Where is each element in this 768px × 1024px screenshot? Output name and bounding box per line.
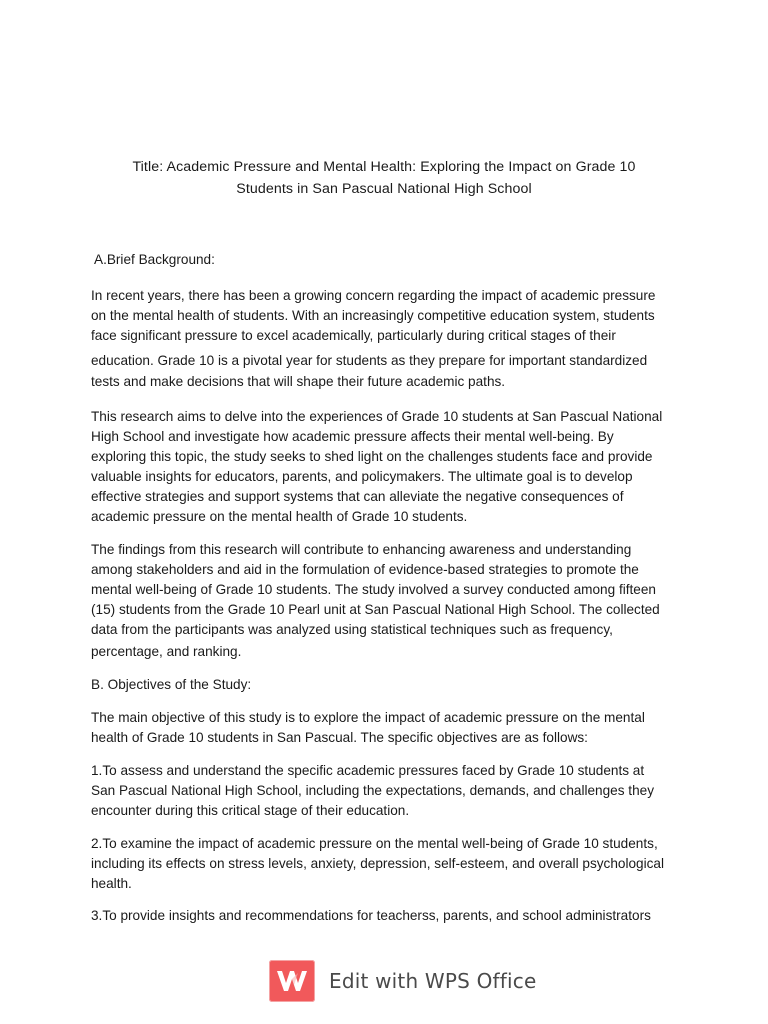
wps-footer-banner[interactable] <box>269 960 536 1002</box>
objective-2 <box>91 834 681 894</box>
paragraph-line: mental well-being of Grade 10 students. The study involved a survey conducted among fifteen <box>91 582 656 597</box>
wps-w-glyph-icon <box>275 968 309 994</box>
paragraph-line: valuable insights for educators, parents, and policymakers. The ultimate goal is to develop <box>91 469 633 484</box>
paragraph-line: exploring this topic, the study seeks to shed light on the challenges students face and provide <box>91 449 653 464</box>
paragraph-line: including its effects on stress levels, anxiety, depression, self-esteem, and overall psychological <box>91 856 664 871</box>
title-line-1: Title: Academic Pressure and Mental Health: Exploring the Impact on Grade 10 <box>132 159 636 175</box>
background-paragraph-3 <box>91 540 681 662</box>
title-line-2: Students in San Pascual National High School <box>236 181 532 197</box>
paragraph-line: 3.To provide insights and recommendations for teacherss, parents, and school administrators <box>91 908 651 923</box>
paragraph-line: percentage, and ranking. <box>91 644 242 659</box>
paragraph-line: academic pressure on the mental health of Grade 10 students. <box>91 509 468 524</box>
section-b-heading: B. Objectives of the Study: <box>91 677 252 692</box>
paragraph-line: education. Grade 10 is a pivotal year for students as they prepare for important standardized <box>91 353 648 368</box>
section-a-heading: A.Brief Background: <box>94 252 215 267</box>
objectives-intro <box>91 708 681 748</box>
paragraph-line: (15) students from the Grade 10 Pearl unit at San Pascual National High School. The collected <box>91 602 660 617</box>
paragraph-line: health. <box>91 876 132 891</box>
paragraph-line: In recent years, there has been a growing concern regarding the impact of academic pressure <box>91 288 656 303</box>
paragraph-line: face significant pressure to excel academically, particularly during critical stages of their <box>91 328 616 343</box>
paragraph-line: High School and investigate how academic pressure affects their mental well-being. By <box>91 429 614 444</box>
paragraph-line: effective strategies and support systems that can alleviate the negative consequences of <box>91 489 624 504</box>
paragraph-line: The main objective of this study is to explore the impact of academic pressure on the mental <box>91 710 645 725</box>
paragraph-line: 2.To examine the impact of academic pressure on the mental well-being of Grade 10 students, <box>91 836 658 851</box>
objective-1 <box>91 761 681 821</box>
objective-3 <box>91 906 681 926</box>
document-title <box>90 156 678 200</box>
paragraph-line: data from the participants was analyzed using statistical techniques such as frequency, <box>91 622 613 637</box>
wps-office-logo-icon[interactable] <box>269 960 315 1002</box>
paragraph-line: This research aims to delve into the experiences of Grade 10 students at San Pascual National <box>91 409 663 424</box>
paragraph-line: encounter during this critical stage of their education. <box>91 803 410 818</box>
paragraph-line: 1.To assess and understand the specific academic pressures faced by Grade 10 students at <box>91 763 645 778</box>
paragraph-line: tests and make decisions that will shape their future academic paths. <box>91 374 506 389</box>
paragraph-line: health of Grade 10 students in San Pascual. The specific objectives are as follows: <box>91 730 588 745</box>
paragraph-line: on the mental health of students. With an increasingly competitive education system, students <box>91 308 655 323</box>
paragraph-line: among stakeholders and aid in the formulation of evidence-based strategies to promote the <box>91 562 639 577</box>
paragraph-line: San Pascual National High School, including the expectations, demands, and challenges they <box>91 783 654 798</box>
edit-with-wps-label[interactable]: Edit with WPS Office <box>329 969 537 993</box>
background-paragraph-1 <box>91 286 681 392</box>
paragraph-line: The findings from this research will contribute to enhancing awareness and understanding <box>91 542 632 557</box>
background-paragraph-2 <box>91 407 681 527</box>
